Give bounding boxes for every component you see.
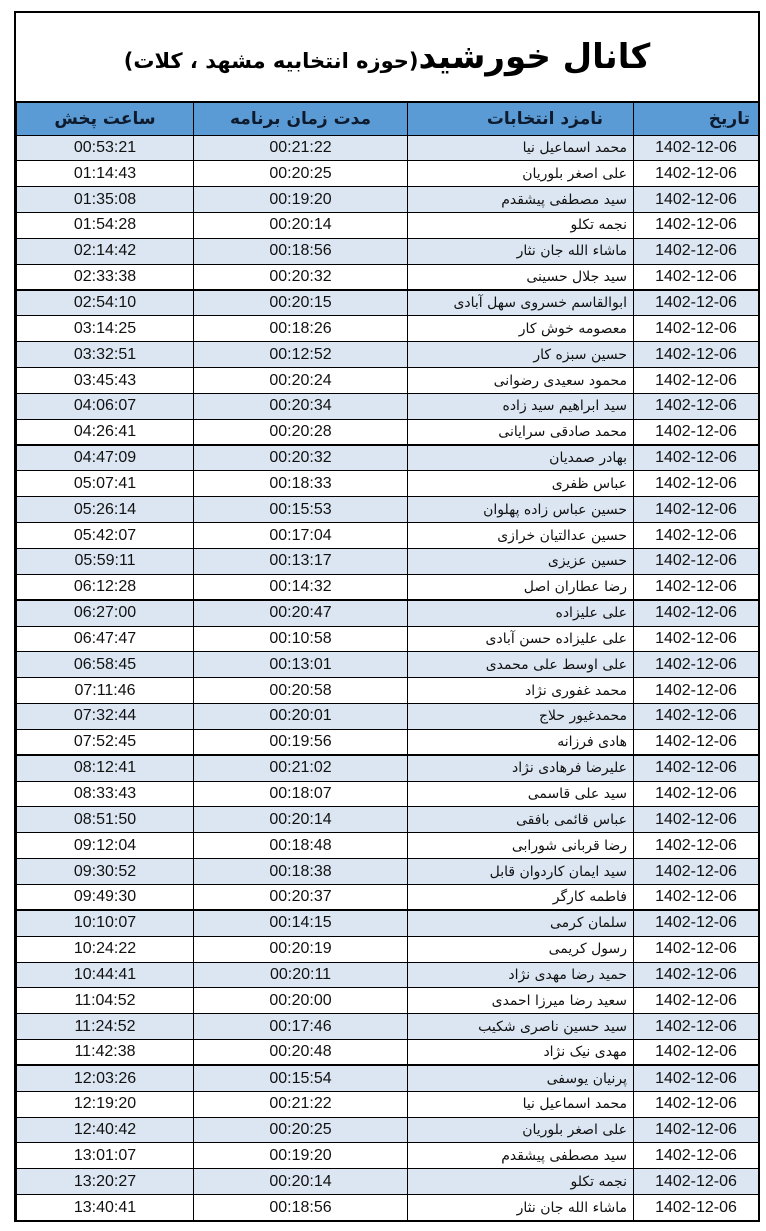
cell-candidate: سید جلال حسینی	[408, 264, 634, 290]
cell-candidate: سعید رضا میرزا احمدی	[408, 988, 634, 1014]
cell-candidate: مهدی نیک نژاد	[408, 1040, 634, 1066]
cell-candidate: علی اوسط علی محمدی	[408, 652, 634, 678]
cell-date: 1402-12-06	[634, 290, 759, 316]
cell-air-time: 06:12:28	[17, 574, 194, 600]
cell-duration: 00:20:58	[194, 678, 408, 704]
cell-date: 1402-12-06	[634, 316, 759, 342]
cell-candidate: محمد اسماعیل نیا	[408, 135, 634, 161]
cell-duration: 00:20:15	[194, 290, 408, 316]
cell-duration: 00:18:33	[194, 471, 408, 497]
cell-candidate: رسول کریمی	[408, 936, 634, 962]
cell-candidate: علی اصغر بلوریان	[408, 1117, 634, 1143]
table-row	[17, 342, 759, 368]
cell-candidate: سید علی قاسمی	[408, 781, 634, 807]
cell-date: 1402-12-06	[634, 859, 759, 885]
cell-air-time: 03:32:51	[17, 342, 194, 368]
cell-candidate: معصومه خوش کار	[408, 316, 634, 342]
cell-date: 1402-12-06	[634, 1169, 759, 1195]
cell-air-time: 04:06:07	[17, 393, 194, 419]
table-row	[17, 471, 759, 497]
cell-date: 1402-12-06	[634, 1040, 759, 1066]
cell-date: 1402-12-06	[634, 393, 759, 419]
cell-duration: 00:18:48	[194, 833, 408, 859]
cell-air-time: 11:24:52	[17, 1014, 194, 1040]
cell-duration: 00:20:47	[194, 600, 408, 626]
cell-candidate: بهادر صمدیان	[408, 445, 634, 471]
cell-candidate: عباس ظفری	[408, 471, 634, 497]
table-row	[17, 393, 759, 419]
cell-date: 1402-12-06	[634, 445, 759, 471]
cell-duration: 00:12:52	[194, 342, 408, 368]
cell-duration: 00:20:28	[194, 419, 408, 445]
table-row	[17, 368, 759, 394]
cell-date: 1402-12-06	[634, 342, 759, 368]
cell-duration: 00:20:01	[194, 704, 408, 730]
cell-date: 1402-12-06	[634, 833, 759, 859]
cell-date: 1402-12-06	[634, 962, 759, 988]
cell-duration: 00:18:26	[194, 316, 408, 342]
table-row	[17, 161, 759, 187]
cell-date: 1402-12-06	[634, 213, 759, 239]
table-row	[17, 1169, 759, 1195]
cell-air-time: 01:14:43	[17, 161, 194, 187]
table-row	[17, 238, 759, 264]
cell-duration: 00:20:32	[194, 264, 408, 290]
cell-date: 1402-12-06	[634, 884, 759, 910]
table-row	[17, 678, 759, 704]
cell-air-time: 09:30:52	[17, 859, 194, 885]
cell-duration: 00:14:32	[194, 574, 408, 600]
table-row	[17, 1195, 759, 1221]
cell-air-time: 02:33:38	[17, 264, 194, 290]
cell-duration: 00:20:25	[194, 1117, 408, 1143]
cell-candidate: پرنیان یوسفی	[408, 1065, 634, 1091]
cell-air-time: 05:59:11	[17, 549, 194, 575]
cell-candidate: محمود سعیدی رضوانی	[408, 368, 634, 394]
schedule-sheet	[14, 11, 760, 1222]
cell-duration: 00:20:37	[194, 884, 408, 910]
cell-candidate: سید ایمان کاردوان قابل	[408, 859, 634, 885]
cell-date: 1402-12-06	[634, 1091, 759, 1117]
cell-date: 1402-12-06	[634, 704, 759, 730]
cell-candidate: حمید رضا مهدی نژاد	[408, 962, 634, 988]
cell-candidate: حسین سبزه کار	[408, 342, 634, 368]
table-row	[17, 497, 759, 523]
cell-duration: 00:21:22	[194, 1091, 408, 1117]
cell-candidate: ماشاء الله جان نثار	[408, 238, 634, 264]
cell-air-time: 08:51:50	[17, 807, 194, 833]
cell-duration: 00:20:14	[194, 213, 408, 239]
cell-air-time: 03:45:43	[17, 368, 194, 394]
cell-date: 1402-12-06	[634, 497, 759, 523]
cell-duration: 00:20:19	[194, 936, 408, 962]
cell-candidate: سلمان کرمی	[408, 910, 634, 936]
cell-air-time: 06:47:47	[17, 626, 194, 652]
table-row	[17, 290, 759, 316]
cell-date: 1402-12-06	[634, 264, 759, 290]
table-row	[17, 755, 759, 781]
table-row	[17, 419, 759, 445]
cell-duration: 00:20:24	[194, 368, 408, 394]
title-box	[16, 13, 758, 103]
cell-air-time: 10:10:07	[17, 910, 194, 936]
table-row	[17, 652, 759, 678]
table-row	[17, 445, 759, 471]
cell-air-time: 08:12:41	[17, 755, 194, 781]
cell-duration: 00:14:15	[194, 910, 408, 936]
cell-air-time: 07:11:46	[17, 678, 194, 704]
cell-duration: 00:15:53	[194, 497, 408, 523]
cell-air-time: 10:24:22	[17, 936, 194, 962]
cell-air-time: 03:14:25	[17, 316, 194, 342]
cell-date: 1402-12-06	[634, 600, 759, 626]
column-header-date: تاریخ	[634, 103, 759, 135]
cell-date: 1402-12-06	[634, 187, 759, 213]
cell-air-time: 12:19:20	[17, 1091, 194, 1117]
cell-date: 1402-12-06	[634, 1143, 759, 1169]
cell-air-time: 06:58:45	[17, 652, 194, 678]
table-row	[17, 1040, 759, 1066]
cell-duration: 00:20:11	[194, 962, 408, 988]
table-row	[17, 704, 759, 730]
cell-air-time: 12:03:26	[17, 1065, 194, 1091]
cell-air-time: 07:52:45	[17, 729, 194, 755]
cell-duration: 00:18:38	[194, 859, 408, 885]
table-row	[17, 549, 759, 575]
cell-duration: 00:15:54	[194, 1065, 408, 1091]
cell-duration: 00:17:04	[194, 523, 408, 549]
district-subtitle: (حوزه انتخابیه مشهد ، کلات)	[123, 49, 419, 73]
cell-air-time: 11:04:52	[17, 988, 194, 1014]
cell-candidate: سید مصطفی پیشقدم	[408, 1143, 634, 1169]
cell-air-time: 13:01:07	[17, 1143, 194, 1169]
cell-duration: 00:10:58	[194, 626, 408, 652]
table-row	[17, 626, 759, 652]
cell-date: 1402-12-06	[634, 678, 759, 704]
cell-date: 1402-12-06	[634, 419, 759, 445]
cell-duration: 00:20:14	[194, 807, 408, 833]
table-body	[17, 135, 759, 1220]
table-row	[17, 264, 759, 290]
table-row	[17, 936, 759, 962]
cell-air-time: 05:07:41	[17, 471, 194, 497]
cell-candidate: عباس قائمی بافقی	[408, 807, 634, 833]
cell-air-time: 04:47:09	[17, 445, 194, 471]
table-row	[17, 884, 759, 910]
cell-candidate: محمد صادقی سرایانی	[408, 419, 634, 445]
table-row	[17, 574, 759, 600]
table-row	[17, 859, 759, 885]
cell-duration: 00:19:56	[194, 729, 408, 755]
cell-duration: 00:21:22	[194, 135, 408, 161]
cell-duration: 00:20:32	[194, 445, 408, 471]
cell-air-time: 11:42:38	[17, 1040, 194, 1066]
cell-duration: 00:19:20	[194, 187, 408, 213]
table-row	[17, 316, 759, 342]
cell-candidate: محمد غفوری نژاد	[408, 678, 634, 704]
table-row	[17, 1065, 759, 1091]
cell-duration: 00:13:01	[194, 652, 408, 678]
cell-air-time: 07:32:44	[17, 704, 194, 730]
cell-candidate: علی علیزاده حسن آبادی	[408, 626, 634, 652]
channel-title: کانال خورشید	[418, 37, 651, 77]
cell-date: 1402-12-06	[634, 1117, 759, 1143]
table-row	[17, 600, 759, 626]
cell-duration: 00:20:25	[194, 161, 408, 187]
cell-candidate: حسین عزیزی	[408, 549, 634, 575]
cell-duration: 00:19:20	[194, 1143, 408, 1169]
cell-candidate: حسین عباس زاده پهلوان	[408, 497, 634, 523]
table-row	[17, 729, 759, 755]
cell-date: 1402-12-06	[634, 936, 759, 962]
column-header-air-time: ساعت پخش	[17, 103, 194, 135]
table-row	[17, 1091, 759, 1117]
cell-date: 1402-12-06	[634, 523, 759, 549]
cell-duration: 00:21:02	[194, 755, 408, 781]
cell-air-time: 13:20:27	[17, 1169, 194, 1195]
cell-candidate: فاطمه کارگر	[408, 884, 634, 910]
cell-date: 1402-12-06	[634, 626, 759, 652]
cell-candidate: ماشاء الله جان نثار	[408, 1195, 634, 1221]
cell-candidate: سید مصطفی پیشقدم	[408, 187, 634, 213]
table-row	[17, 187, 759, 213]
cell-air-time: 00:53:21	[17, 135, 194, 161]
cell-candidate: سید حسین ناصری شکیب	[408, 1014, 634, 1040]
table-row	[17, 213, 759, 239]
cell-date: 1402-12-06	[634, 652, 759, 678]
cell-candidate: هادی فرزانه	[408, 729, 634, 755]
cell-candidate: رضا عطاران اصل	[408, 574, 634, 600]
cell-candidate: علی اصغر بلوریان	[408, 161, 634, 187]
cell-air-time: 02:54:10	[17, 290, 194, 316]
table-row	[17, 988, 759, 1014]
cell-candidate: نجمه تکلو	[408, 1169, 634, 1195]
cell-air-time: 01:35:08	[17, 187, 194, 213]
cell-duration: 00:17:46	[194, 1014, 408, 1040]
cell-duration: 00:20:14	[194, 1169, 408, 1195]
cell-air-time: 05:42:07	[17, 523, 194, 549]
cell-air-time: 13:40:41	[17, 1195, 194, 1221]
header-row	[17, 103, 759, 135]
table-row	[17, 833, 759, 859]
cell-duration: 00:13:17	[194, 549, 408, 575]
cell-duration: 00:18:56	[194, 238, 408, 264]
cell-candidate: ابوالقاسم خسروی سهل آبادی	[408, 290, 634, 316]
cell-duration: 00:20:34	[194, 393, 408, 419]
cell-date: 1402-12-06	[634, 1014, 759, 1040]
cell-candidate: حسین عدالتیان خرازی	[408, 523, 634, 549]
column-header-candidate: نامزد انتخابات	[408, 103, 634, 135]
cell-date: 1402-12-06	[634, 755, 759, 781]
cell-candidate: علیرضا فرهادی نژاد	[408, 755, 634, 781]
cell-date: 1402-12-06	[634, 1195, 759, 1221]
table-row	[17, 135, 759, 161]
table-row	[17, 523, 759, 549]
cell-date: 1402-12-06	[634, 729, 759, 755]
cell-candidate: نجمه تکلو	[408, 213, 634, 239]
cell-date: 1402-12-06	[634, 238, 759, 264]
cell-air-time: 08:33:43	[17, 781, 194, 807]
table-row	[17, 781, 759, 807]
cell-candidate: محمد اسماعیل نیا	[408, 1091, 634, 1117]
cell-air-time: 06:27:00	[17, 600, 194, 626]
cell-air-time: 09:49:30	[17, 884, 194, 910]
cell-candidate: رضا قربانی شورابی	[408, 833, 634, 859]
cell-air-time: 05:26:14	[17, 497, 194, 523]
cell-air-time: 09:12:04	[17, 833, 194, 859]
cell-duration: 00:20:00	[194, 988, 408, 1014]
cell-date: 1402-12-06	[634, 1065, 759, 1091]
cell-air-time: 01:54:28	[17, 213, 194, 239]
cell-duration: 00:18:56	[194, 1195, 408, 1221]
cell-air-time: 10:44:41	[17, 962, 194, 988]
table-row	[17, 807, 759, 833]
cell-date: 1402-12-06	[634, 161, 759, 187]
cell-air-time: 12:40:42	[17, 1117, 194, 1143]
cell-date: 1402-12-06	[634, 574, 759, 600]
cell-date: 1402-12-06	[634, 781, 759, 807]
table-row	[17, 910, 759, 936]
cell-date: 1402-12-06	[634, 549, 759, 575]
cell-air-time: 02:14:42	[17, 238, 194, 264]
column-header-duration: مدت زمان برنامه	[194, 103, 408, 135]
table-row	[17, 962, 759, 988]
table-row	[17, 1117, 759, 1143]
cell-candidate: علی علیزاده	[408, 600, 634, 626]
cell-duration: 00:18:07	[194, 781, 408, 807]
cell-date: 1402-12-06	[634, 471, 759, 497]
cell-duration: 00:20:48	[194, 1040, 408, 1066]
cell-air-time: 04:26:41	[17, 419, 194, 445]
cell-candidate: محمدغیور حلاج	[408, 704, 634, 730]
cell-date: 1402-12-06	[634, 135, 759, 161]
broadcast-schedule-table	[16, 103, 759, 1220]
cell-date: 1402-12-06	[634, 910, 759, 936]
cell-candidate: سید ابراهیم سید زاده	[408, 393, 634, 419]
table-row	[17, 1014, 759, 1040]
cell-date: 1402-12-06	[634, 988, 759, 1014]
cell-date: 1402-12-06	[634, 807, 759, 833]
table-row	[17, 1143, 759, 1169]
cell-date: 1402-12-06	[634, 368, 759, 394]
